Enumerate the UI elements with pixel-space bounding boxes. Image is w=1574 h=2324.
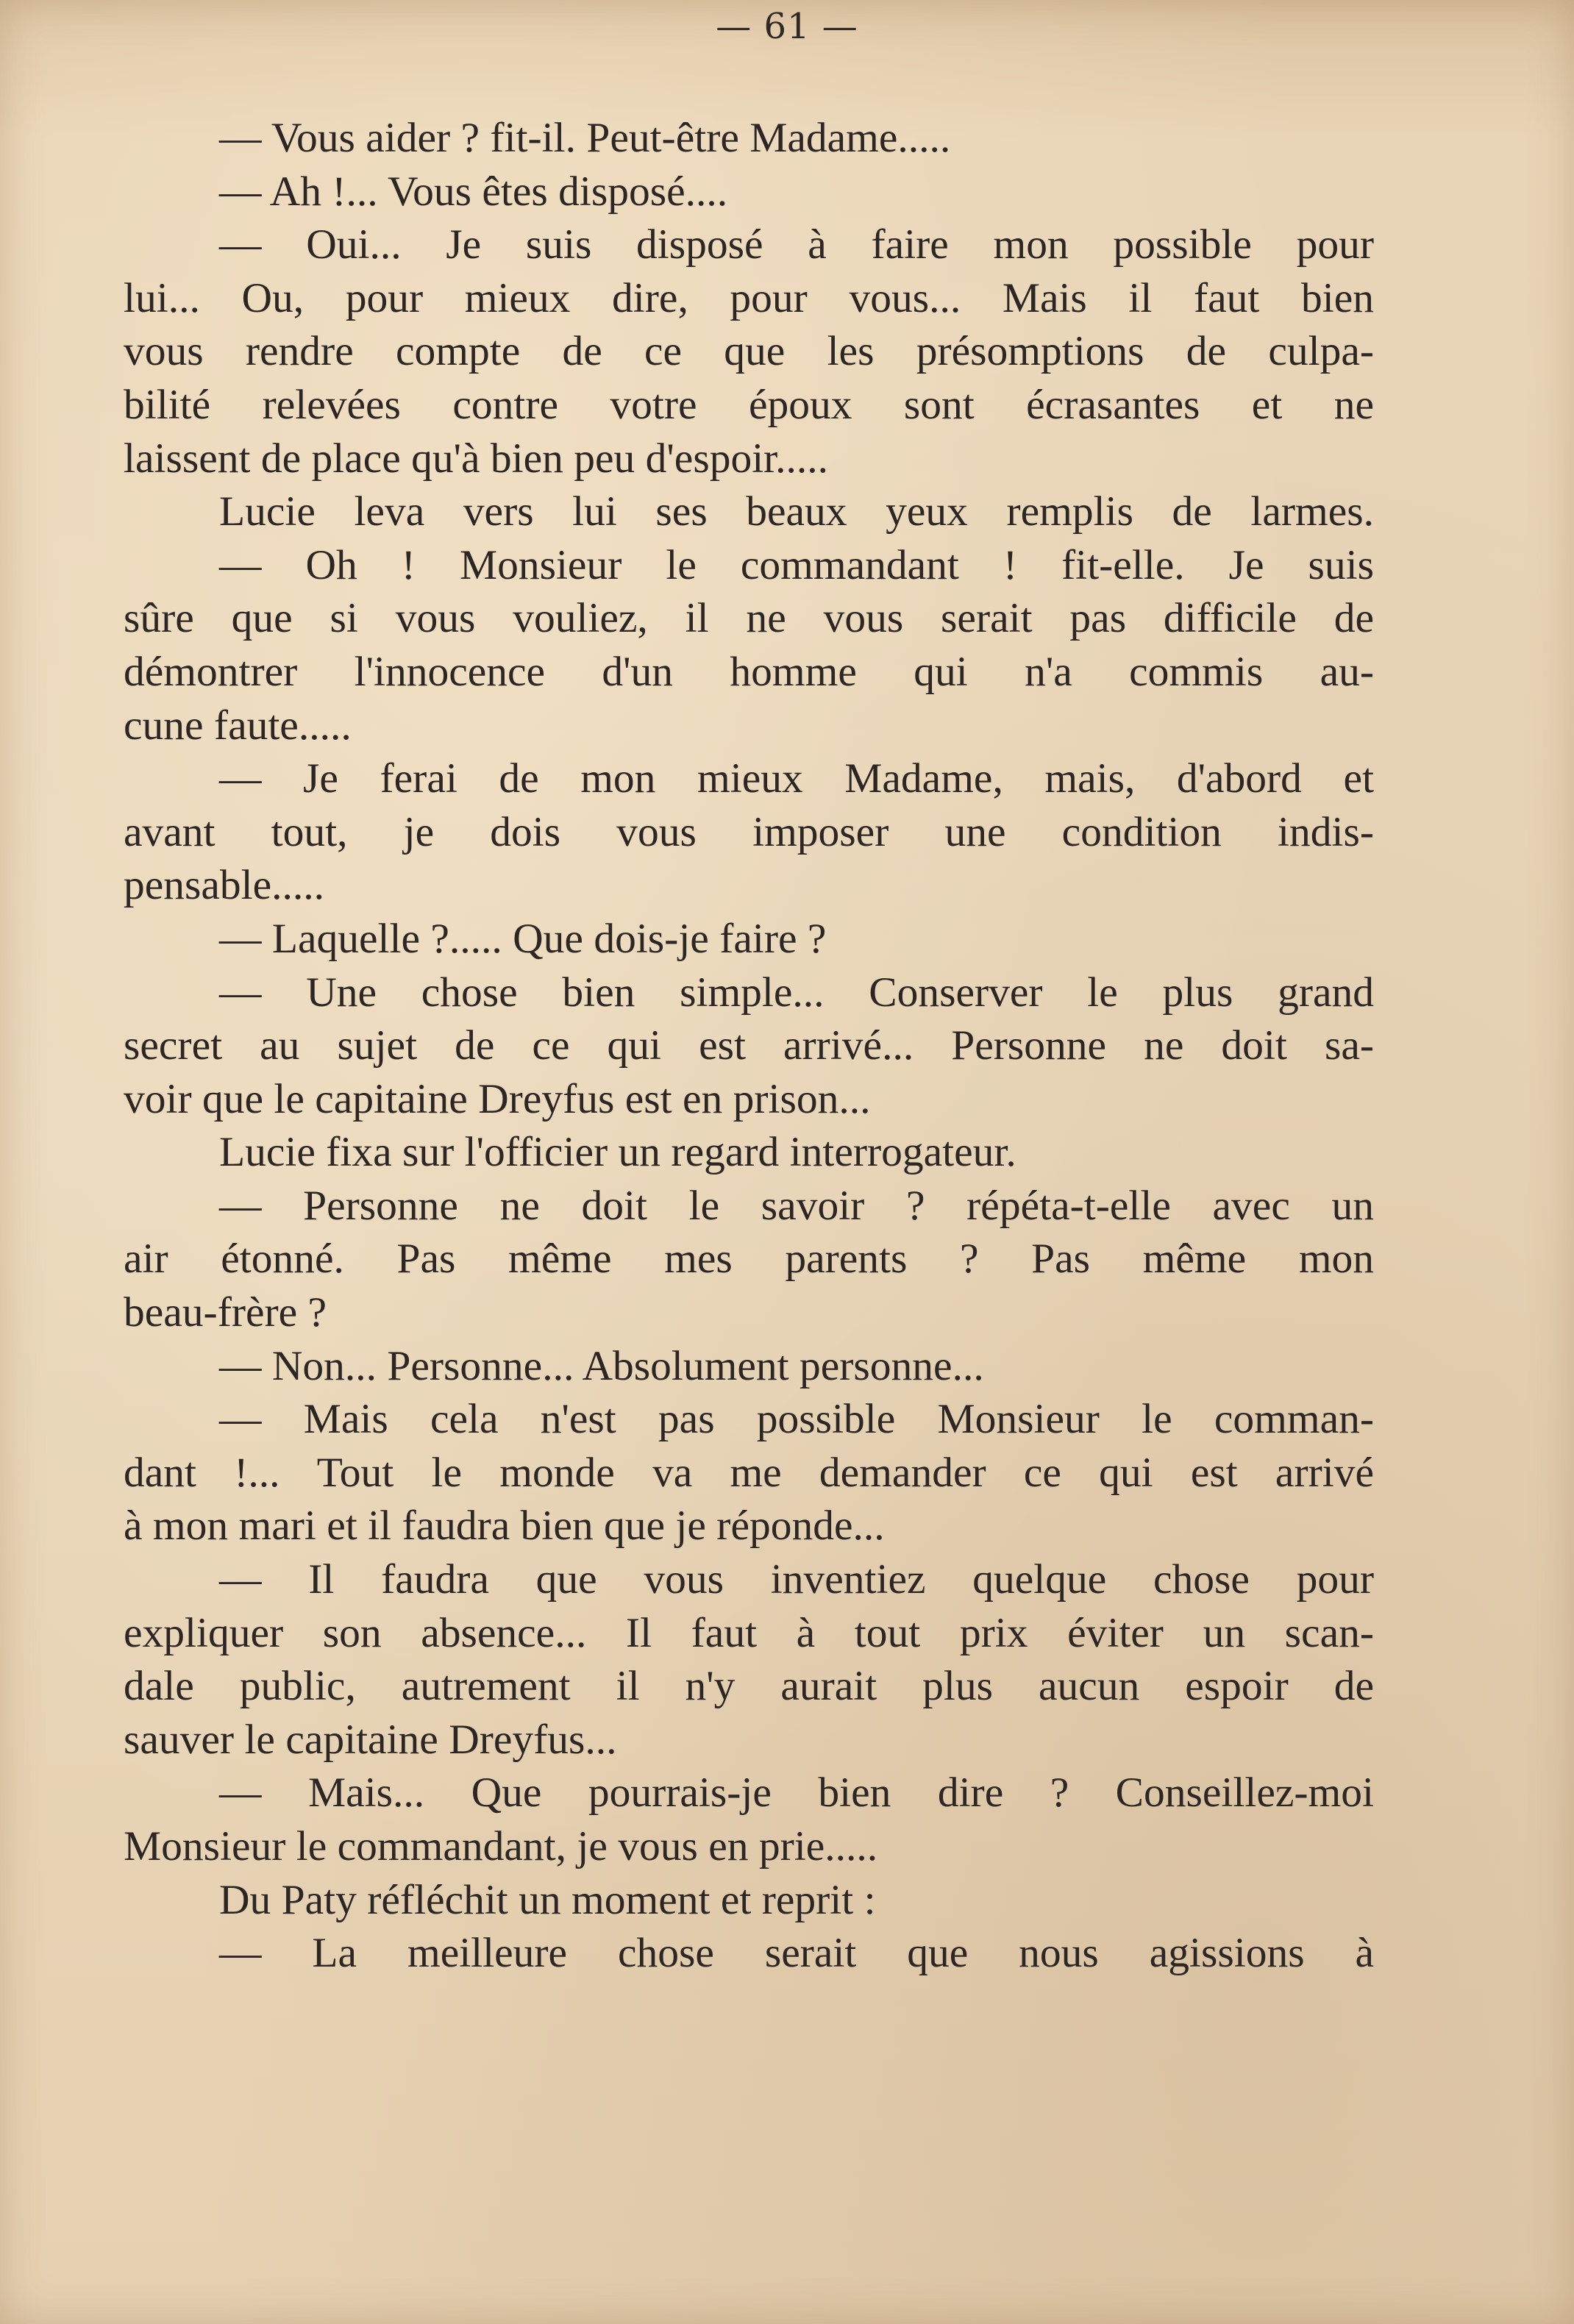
text-line: Lucie leva vers lui ses beaux yeux remplis de larmes. <box>219 488 1374 535</box>
text-line: voir que le capitaine Dreyfus est en prison... <box>124 1075 871 1122</box>
text-line: — Je ferai de mon mieux Madame, mais, d'abord et <box>219 755 1374 802</box>
text-line: — Mais cela n'est pas possible Monsieur le comman- <box>219 1396 1374 1443</box>
text-line: laissent de place qu'à bien peu d'espoir..... <box>124 435 829 482</box>
text-line: sauver le capitaine Dreyfus... <box>124 1716 617 1763</box>
text-line: à mon mari et il faudra bien que je réponde... <box>124 1503 885 1550</box>
text-line: lui... Ou, pour mieux dire, pour vous... Mais il faut bien <box>124 274 1374 321</box>
text-line: Lucie fixa sur l'officier un regard interrogateur. <box>219 1129 1016 1176</box>
body-text <box>124 112 1374 1981</box>
text-line: dant !... Tout le monde va me demander ce qui est arrivé <box>124 1449 1374 1496</box>
text-line: dale public, autrement il n'y aurait plus aucun espoir de <box>124 1663 1374 1710</box>
text-line: cune faute..... <box>124 702 352 749</box>
text-line: — Ah !... Vous êtes disposé.... <box>219 168 728 215</box>
text-line: pensable..... <box>124 862 325 909</box>
text-line: — Vous aider ? fit-il. Peut-être Madame..... <box>219 115 951 161</box>
text-line: avant tout, je dois vous imposer une condition indis- <box>124 808 1374 855</box>
text-line: — Oui... Je suis disposé à faire mon possible pour <box>219 221 1374 268</box>
text-line: air étonné. Pas même mes parents ? Pas même mon <box>124 1236 1374 1283</box>
text-line: secret au sujet de ce qui est arrivé... Personne ne doit sa- <box>124 1022 1374 1069</box>
text-line: beau-frère ? <box>124 1289 327 1336</box>
text-line: démontrer l'innocence d'un homme qui n'a commis au- <box>124 648 1374 695</box>
text-line: expliquer son absence... Il faut à tout prix éviter un scan- <box>124 1609 1374 1656</box>
text-line: — Laquelle ?..... Que dois-je faire ? <box>219 915 827 962</box>
text-line: Monsieur le commandant, je vous en prie..... <box>124 1823 878 1869</box>
text-line: bilité relevées contre votre époux sont écrasantes et ne <box>124 381 1374 428</box>
text-line: — Oh ! Monsieur le commandant ! fit-elle. Je suis <box>219 541 1374 588</box>
text-line: — Il faudra que vous inventiez quelque chose pour <box>219 1556 1374 1603</box>
text-line: — Mais... Que pourrais-je bien dire ? Conseillez-moi <box>219 1769 1374 1817</box>
text-line: sûre que si vous vouliez, il ne vous serait pas difficile de <box>124 595 1374 642</box>
text-line: — Non... Personne... Absolument personne... <box>219 1342 984 1389</box>
page-number: — 61 — <box>716 6 858 47</box>
text-line: — Une chose bien simple... Conserver le plus grand <box>219 969 1374 1016</box>
text-line: vous rendre compte de ce que les présomptions de culpa- <box>124 328 1374 375</box>
text-line: — Personne ne doit le savoir ? répéta-t-elle avec un <box>219 1182 1374 1229</box>
text-line: Du Paty réfléchit un moment et reprit : <box>219 1876 876 1923</box>
text-line: — La meilleure chose serait que nous agissions à <box>219 1930 1374 1977</box>
